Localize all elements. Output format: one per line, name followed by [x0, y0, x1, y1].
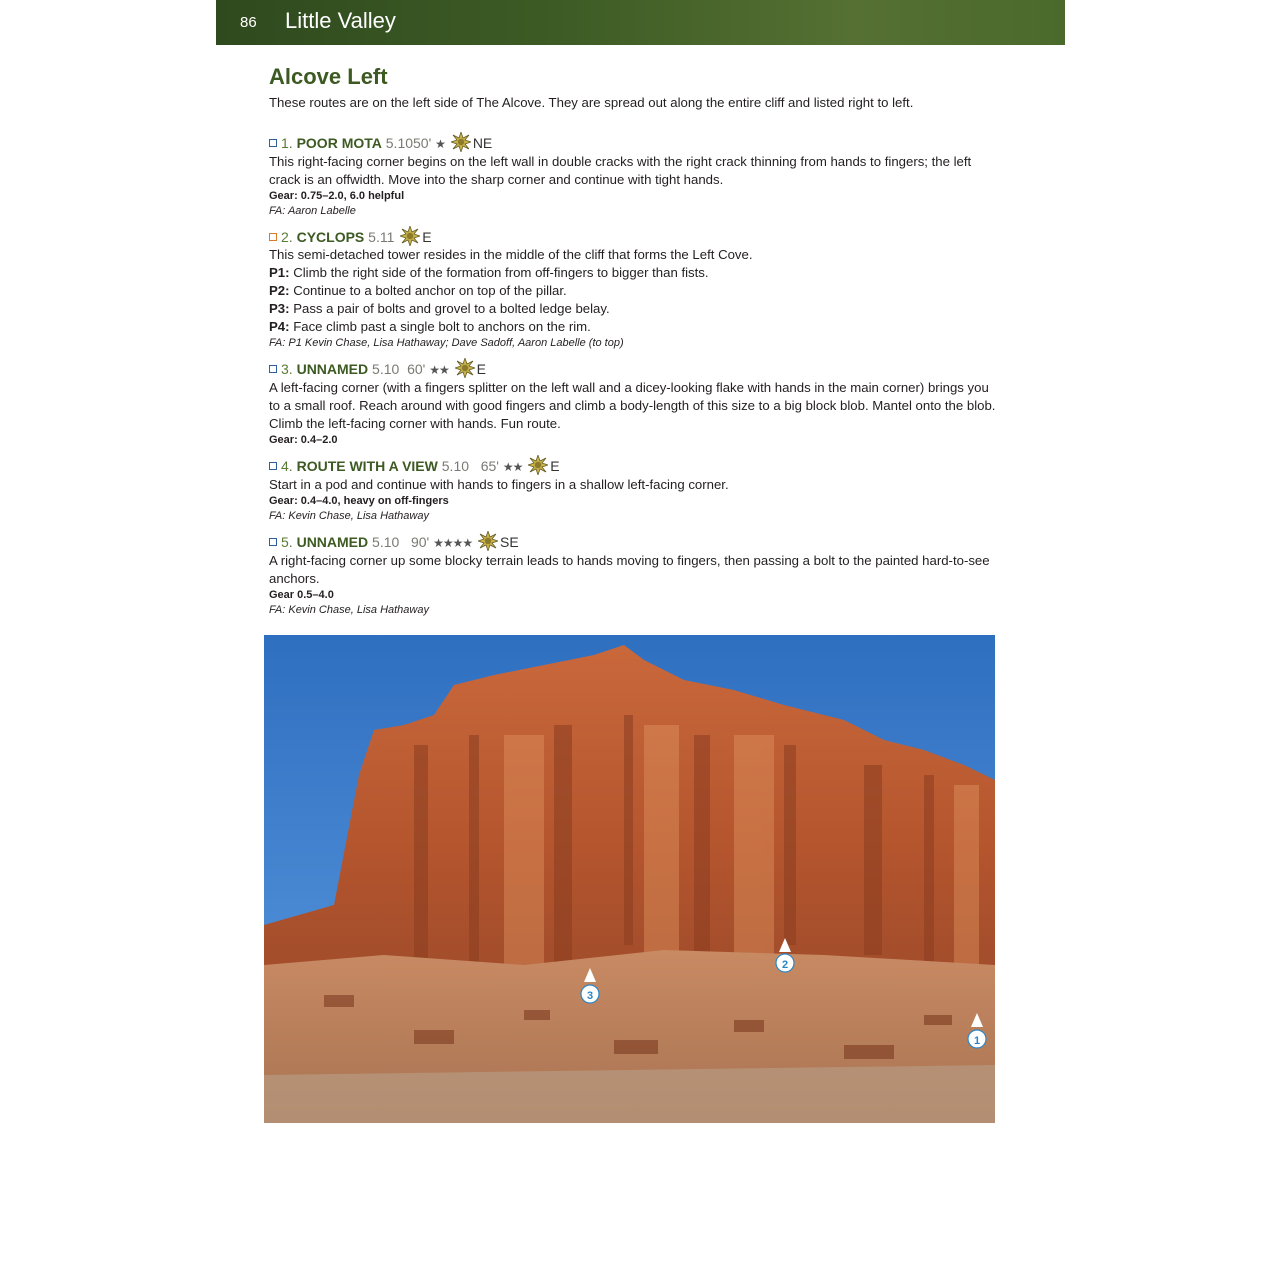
sun-icon — [478, 531, 498, 551]
pitch-label: P3: — [269, 301, 290, 316]
route-grade: 5.10 — [441, 458, 470, 474]
route-first-ascent: FA: Aaron Labelle — [269, 205, 356, 217]
route-description: This right-facing corner begins on the left wall in double cracks with the right crack thinning from hands to fingers; the left crack is an offwidth. Move into the sharp corner and continue with tight hands. — [269, 154, 972, 187]
chapter-header — [216, 0, 1065, 45]
route-name: UNNAMED — [296, 534, 369, 550]
route-heading — [269, 455, 999, 476]
checkbox-icon — [269, 538, 277, 546]
page-content — [269, 62, 999, 625]
route-grade: 5.10 — [372, 361, 400, 377]
route-number: 3. — [281, 361, 293, 377]
route-first-ascent: FA: Kevin Chase, Lisa Hathaway — [269, 604, 429, 616]
route-number: 1. — [281, 135, 293, 151]
route-number: 2. — [281, 229, 293, 245]
route-heading — [269, 226, 999, 246]
route-name: UNNAMED — [296, 361, 369, 377]
route-aspect: SE — [500, 534, 519, 550]
route-aspect: E — [422, 229, 432, 245]
section-title: Alcove Left — [269, 64, 388, 89]
route-gear: Gear: 0.75–2.0, 6.0 helpful — [269, 190, 405, 202]
pitch-text: Face climb past a single bolt to anchors on the rim. — [293, 319, 591, 334]
route-name: POOR MOTA — [296, 135, 382, 151]
checkbox-icon — [269, 365, 277, 373]
route-length: 90' — [410, 534, 430, 550]
checkbox-icon — [269, 233, 277, 241]
route-list — [269, 132, 999, 618]
page-number: 86 — [240, 14, 257, 31]
route-4 — [269, 455, 999, 524]
sun-icon — [455, 358, 475, 378]
route-stars: ★★★★ — [433, 536, 473, 550]
route-marker-label: 3 — [586, 990, 594, 1002]
route-length: 50' — [413, 135, 432, 151]
pitch-label: P2: — [269, 283, 290, 298]
route-gear: Gear: 0.4–2.0 — [269, 434, 338, 446]
sun-icon — [451, 132, 471, 152]
route-aspect: E — [550, 458, 560, 474]
route-grade: 5.10 — [385, 135, 414, 151]
route-stars: ★★ — [429, 363, 449, 377]
route-name: CYCLOPS — [296, 229, 365, 245]
route-description: A right-facing corner up some blocky terrain leads to hands moving to fingers, then passing a bolt to the painted hard-to-see anchors. — [269, 553, 990, 586]
pitch-text: Pass a pair of bolts and grovel to a bolted ledge belay. — [293, 301, 610, 316]
route-description: A left-facing corner (with a fingers splitter on the left wall and a dicey-looking flake with hands in the main corner) brings you to a small roof. Reach around with good fingers and climb a body-length of this size to a big block blob. Mantel onto the blob. Climb the left-facing corner with hands. Fun route. — [269, 380, 996, 431]
checkbox-icon — [269, 139, 277, 147]
route-grade: 5.10 — [372, 534, 400, 550]
route-aspect: NE — [472, 135, 493, 151]
route-marker-label: 1 — [973, 1035, 981, 1047]
cliff-illustration — [264, 635, 995, 1123]
route-grade: 5.11 — [368, 229, 395, 245]
checkbox-icon — [269, 462, 277, 470]
route-description: Start in a pod and continue with hands to fingers in a shallow left-facing corner. — [269, 477, 729, 492]
pitch-2 — [269, 282, 999, 300]
pitch-4 — [269, 318, 999, 336]
route-gear: Gear 0.5–4.0 — [269, 589, 334, 601]
route-marker-label: 2 — [781, 959, 789, 971]
pitch-text: Continue to a bolted anchor on top of the pillar. — [293, 283, 567, 298]
route-heading — [269, 531, 999, 552]
route-number: 4. — [281, 458, 293, 474]
pitch-text: Climb the right side of the formation from off-fingers to bigger than fists. — [293, 265, 709, 280]
route-stars: ★ — [435, 137, 445, 151]
route-first-ascent: FA: P1 Kevin Chase, Lisa Hathaway; Dave Sadoff, Aaron Labelle (to top) — [269, 337, 624, 349]
sun-icon — [400, 226, 420, 246]
route-aspect: E — [476, 361, 486, 377]
route-description: This semi-detached tower resides in the middle of the cliff that forms the Left Cove. — [269, 247, 753, 262]
sun-icon — [528, 455, 548, 475]
route-length: 65' — [480, 458, 499, 474]
route-heading — [269, 132, 999, 153]
pitch-label: P1: — [269, 265, 290, 280]
route-gear: Gear: 0.4–4.0, heavy on off-fingers — [269, 495, 449, 507]
chapter-title: Little Valley — [285, 8, 396, 33]
route-3 — [269, 358, 999, 448]
cliff-photo — [264, 635, 995, 1123]
pitch-3 — [269, 300, 999, 318]
route-first-ascent: FA: Kevin Chase, Lisa Hathaway — [269, 510, 429, 522]
route-heading — [269, 358, 999, 379]
pitch-label: P4: — [269, 319, 290, 334]
pitch-1 — [269, 264, 999, 282]
route-2 — [269, 226, 999, 351]
route-stars: ★★ — [502, 460, 523, 474]
route-length: 60' — [407, 361, 426, 377]
route-5 — [269, 531, 999, 618]
route-number: 5. — [281, 534, 293, 550]
route-1 — [269, 132, 999, 219]
route-name: ROUTE WITH A VIEW — [296, 458, 438, 474]
section-intro: These routes are on the left side of The Alcove. They are spread out along the entire cliff and listed right to left. — [269, 95, 914, 110]
